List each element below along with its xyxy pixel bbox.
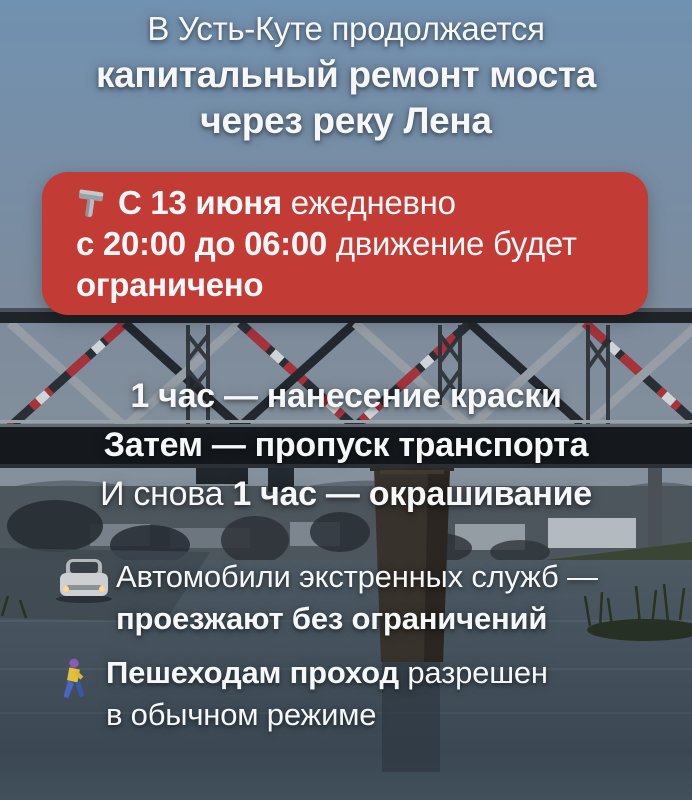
- pedestrian-lines: [106, 652, 548, 736]
- schedule-line-2: Затем — пропуск транспорта: [103, 426, 589, 464]
- schedule-line-3: [0, 470, 692, 519]
- pedestrian-allowed: разрешен: [407, 655, 548, 690]
- alert-box: [42, 172, 648, 315]
- pedestrian-icon: [60, 658, 88, 700]
- alert-line-2: [76, 223, 626, 264]
- headline: [0, 6, 692, 144]
- alert-traffic: движение будет: [335, 225, 577, 262]
- emergency-block: [116, 556, 598, 640]
- emergency-line-1: Автомобили экстренных служб —: [116, 559, 598, 594]
- alert-date: С 13 июня: [118, 184, 282, 221]
- schedule-block: [0, 372, 692, 519]
- pedestrian-line-1: [106, 652, 548, 694]
- alert-hours: с 20:00 до 06:00: [76, 225, 327, 262]
- headline-line-2: капитальный ремонт моста: [95, 54, 597, 95]
- schedule-line-3-bold: 1 час — окрашивание: [232, 475, 592, 513]
- headline-line-1: В Усть-Куте продолжается: [147, 10, 545, 47]
- hammer-icon: [76, 188, 106, 218]
- alert-line-1: [76, 182, 626, 223]
- headline-line-3: через реку Лена: [200, 100, 492, 141]
- schedule-line-1: 1 час — нанесение краски: [130, 377, 562, 415]
- schedule-line-3-regular: И снова: [100, 475, 224, 513]
- alert-restricted: ограничено: [76, 266, 264, 303]
- pedestrian-block: [60, 652, 548, 736]
- pedestrian-pass: Пешеходам проход: [106, 655, 399, 690]
- alert-daily: ежедневно: [290, 184, 456, 221]
- alert-line-3: [76, 264, 626, 305]
- emergency-line-2: проезжают без ограничений: [116, 601, 548, 636]
- pedestrian-line-2: в обычном режиме: [106, 697, 377, 732]
